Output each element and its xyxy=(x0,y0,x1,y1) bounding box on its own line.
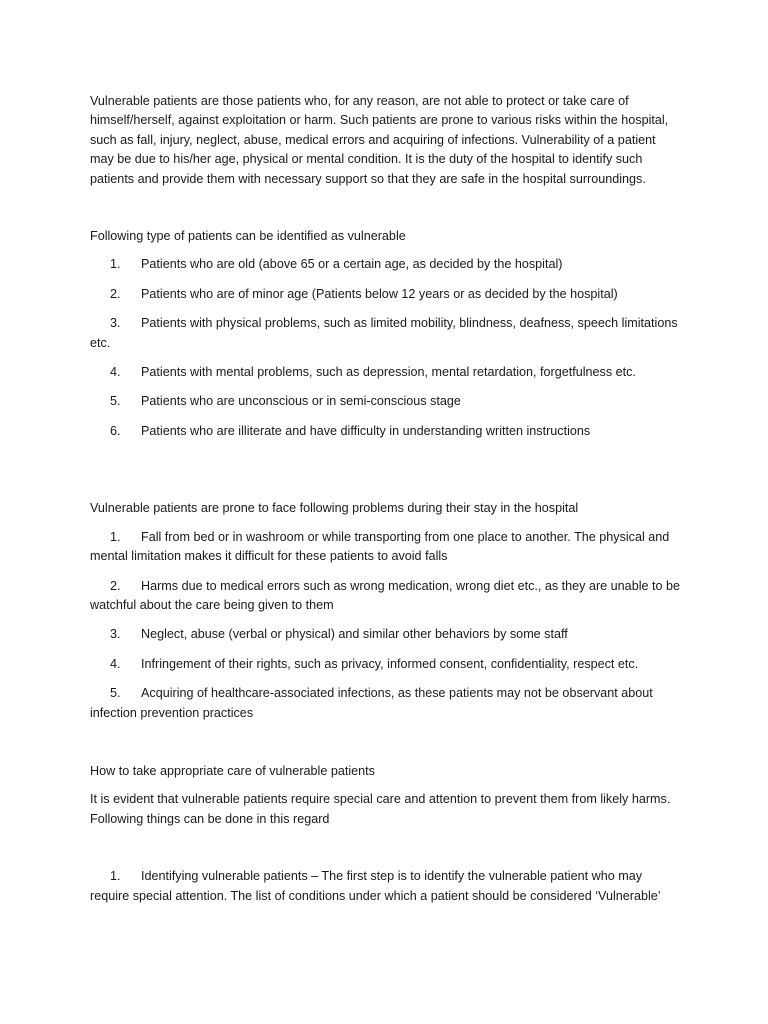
list-item xyxy=(90,577,682,616)
list-number: 6. xyxy=(110,423,121,438)
document-page xyxy=(90,92,682,916)
list-text: Harms due to medical errors such as wrong medication, wrong diet etc., as they are unable to be watchful about the care being given to them xyxy=(90,578,681,612)
list-text: Patients with physical problems, such as limited mobility, blindness, deafness, speech limitations etc. xyxy=(90,316,678,350)
list-text: Identifying vulnerable patients – The first step is to identify the vulnerable patient who may require special attention. The list of conditions under which a patient should be considered ‘Vulnerable’ xyxy=(90,869,661,903)
list-item xyxy=(90,625,682,644)
list-number: 1. xyxy=(110,869,121,884)
list-item xyxy=(90,285,682,304)
section3-heading: How to take appropriate care of vulnerable patients xyxy=(90,763,375,778)
section2-lead: Vulnerable patients are prone to face following problems during their stay in the hospital xyxy=(90,501,579,516)
list-number: 2. xyxy=(110,286,121,301)
spacer xyxy=(90,451,682,499)
list-number: 5. xyxy=(110,686,121,701)
section1-lead: Following type of patients can be identified as vulnerable xyxy=(90,229,406,244)
list-number: 5. xyxy=(110,394,121,409)
list-text: Patients who are old (above 65 or a certain age, as decided by the hospital) xyxy=(141,257,563,272)
list-item xyxy=(90,363,682,382)
care-steps-list xyxy=(90,867,682,906)
list-text: Acquiring of healthcare-associated infections, as these patients may not be observant about infection prevention practices xyxy=(90,686,653,720)
list-text: Patients who are illiterate and have difficulty in understanding written instructions xyxy=(141,423,591,438)
list-number: 2. xyxy=(110,578,121,593)
list-item xyxy=(90,314,682,353)
vulnerable-types-list xyxy=(90,255,682,441)
spacer xyxy=(90,838,682,867)
list-number: 1. xyxy=(110,529,121,544)
intro-paragraph: Vulnerable patients are those patients who, for any reason, are not able to protect or take care of himself/herself, against exploitation or harm. Such patients are prone to various risks within the hospital, such as fall, injury, neglect, abuse, medical errors and acquiring of infections. Vulnerability of a patient may be due to his/her age, physical or mental condition. It is the duty of the hospital to identify such patients and provide them with necessary support so that they are safe in the hospital surroundings. xyxy=(90,94,669,186)
list-number: 3. xyxy=(110,627,121,642)
list-item xyxy=(90,422,682,441)
list-number: 4. xyxy=(110,656,121,671)
list-item xyxy=(90,655,682,674)
list-text: Patients who are unconscious or in semi-conscious stage xyxy=(141,394,461,409)
list-item xyxy=(90,255,682,274)
spacer xyxy=(90,733,682,762)
list-number: 4. xyxy=(110,365,121,380)
list-item xyxy=(90,867,682,906)
list-number: 3. xyxy=(110,316,121,331)
list-text: Fall from bed or in washroom or while transporting from one place to another. The physical and mental limitation makes it difficult for these patients to avoid falls xyxy=(90,529,670,564)
list-text: Neglect, abuse (verbal or physical) and similar other behaviors by some staff xyxy=(141,627,568,642)
list-number: 1. xyxy=(110,257,121,272)
section3-body: It is evident that vulnerable patients require special care and attention to prevent them from likely harms. Following things can be done in this regard xyxy=(90,792,671,826)
problems-list xyxy=(90,528,682,723)
list-text: Patients who are of minor age (Patients below 12 years or as decided by the hospital) xyxy=(141,286,618,301)
list-item xyxy=(90,684,682,723)
list-text: Patients with mental problems, such as depression, mental retardation, forgetfulness etc. xyxy=(141,365,636,380)
list-item xyxy=(90,528,682,567)
list-item xyxy=(90,392,682,411)
list-text: Infringement of their rights, such as privacy, informed consent, confidentiality, respect etc. xyxy=(141,656,639,671)
